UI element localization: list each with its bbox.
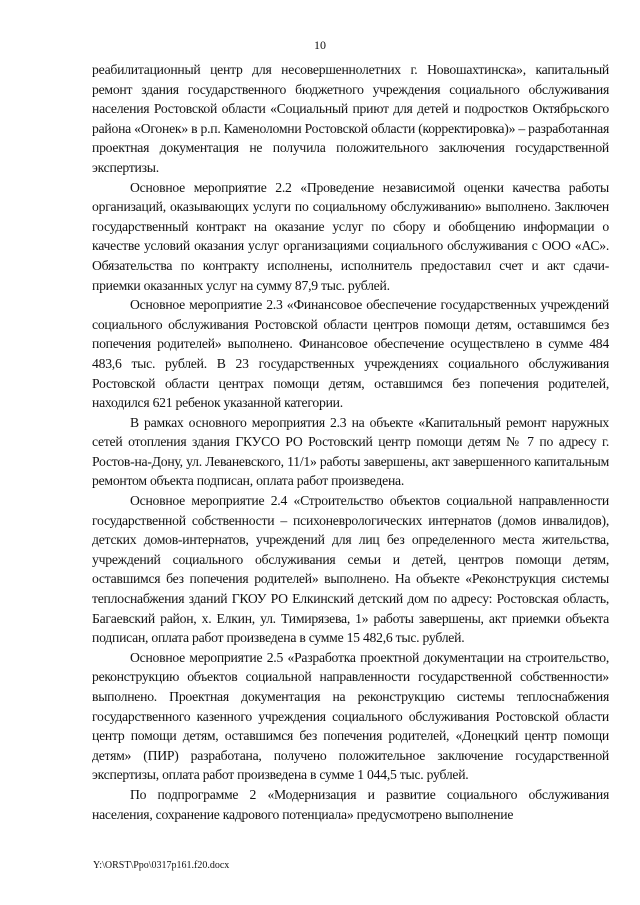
footer-file-path: Y:\ORST\Ppo\0317p161.f20.docx [93, 860, 230, 871]
paragraph-activity-2-5: Основное мероприятие 2.5 «Разработка проектной документации на строительство, реконструкцию объектов социальной направленности государственной собственности» выполнено. Проектная документация на реконструкцию системы теплоснабжения государственного казенного учреждения социального обслуживания Ростовской области центр помощи детям, оставшимся без попечения родителей, «Донецкий центр помощи детям» (ПИР) разработана, получено положительное заключение государственной экспертизы, оплата работ произведена в сумме 1 044,5 тыс. рублей. [92, 649, 609, 783]
paragraph-activity-2-2: Основное мероприятие 2.2 «Проведение независимой оценки качества работы организаций, оказывающих услуги по социальному обслуживанию» выполнено. Заключен государственный контракт на оказание услуг по сбору и обобщению информации о качестве условий оказания услуг организациями социального обслуживания с ООО «АС». Обязательства по контракту исполнены, исполнитель предоставил счет и акт сдачи-приемки оказанных услуг на сумму 87,9 тыс. рублей. [92, 179, 609, 293]
document-body [92, 60, 609, 824]
paragraph-subprogram-2: По подпрограмме 2 «Модернизация и развитие социального обслуживания населения, сохранение кадрового потенциала» предусмотрено выполнение [92, 786, 609, 822]
paragraph-activity-2-3: Основное мероприятие 2.3 «Финансовое обеспечение государственных учреждений социального обслуживания Ростовской области центров помощи детям, оставшимся без попечения родителей» выполнено. Финансовое обеспечение осуществлено в сумме 484 483,6 тыс. рублей. В 23 государственных учреждениях социального обслуживания Ростовской области центрах помощи детям, оставшимся без попечения родителей, находился 621 ребенок указанной категории. [92, 297, 609, 411]
paragraph-activity-2-4: Основное мероприятие 2.4 «Строительство объектов социальной направленности государственной собственности – психоневрологических интернатов (домов инвалидов), детских домов-интернатов, учреждений для лиц без определенного места жительства, учреждений социального обслуживания семьи и детей, центров помощи детям, оставшимся без попечения родителей» выполнено. На объекте «Реконструкция системы теплоснабжения зданий ГКОУ РО Елкинский детский дом по адресу: Ростовская область, Багаевский район, х. Елкин, ул. Тимирязева, 1» работы завершены, акт приемки объекта подписан, оплата работ произведена в сумме 15 482,6 тыс. рублей. [92, 493, 609, 646]
page-number: 10 [314, 38, 326, 52]
paragraph-activity-2-3-repair: В рамках основного мероприятия 2.3 на объекте «Капитальный ремонт наружных сетей отопления здания ГКУСО РО Ростовский центр помощи детям № 7 по адресу г. Ростов-на-Дону, ул. Леваневского, 11/1» работы завершены, акт завершенного капитальным ремонтом объекта подписан, оплата работ произведена. [92, 414, 609, 489]
paragraph-continuation: реабилитационный центр для несовершеннолетних г. Новошахтинска», капитальный ремонт здания государственного бюджетного учреждения социального обслуживания населения Ростовской области «Социальный приют для детей и подростков Октябрьского района «Огонек» в р.п. Каменоломни Ростовской области (корректировка)» – разработанная проектная документация не получила положительного заключения государственной экспертизы. [92, 62, 609, 175]
